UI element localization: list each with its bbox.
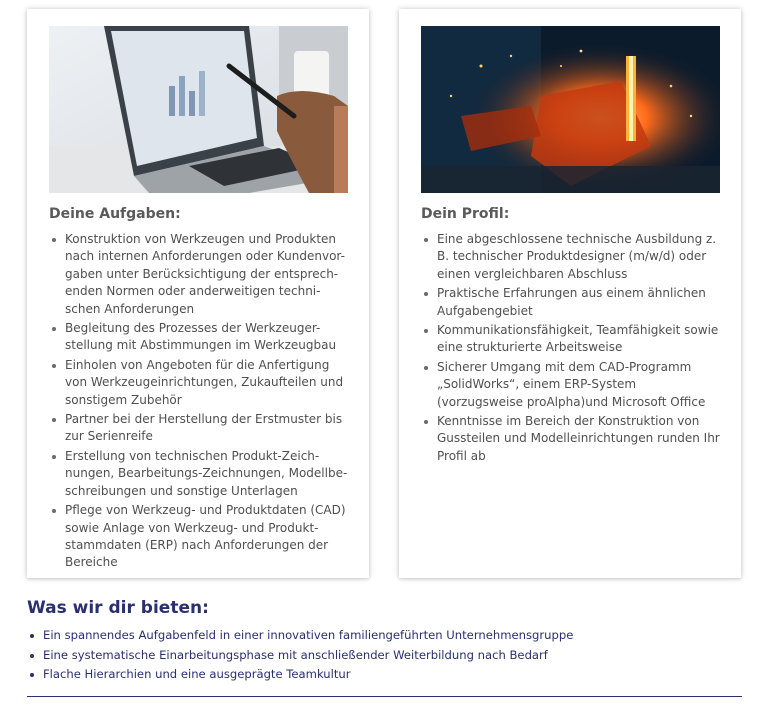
- list-item: Praktische Erfahrungen aus einem ähnlichen Aufgabengebiet: [421, 285, 721, 320]
- offer-list: [27, 626, 573, 685]
- divider: [27, 696, 742, 697]
- list-item: Kenntnisse im Bereich der Konstruktion von Gussteilen und Modelleinrichtungen runden Ihr Profil ab: [421, 413, 721, 465]
- profile-card: [399, 9, 741, 578]
- list-item: Eine systematische Einarbeitungsphase mit anschließender Weiterbildung nach Bedarf: [27, 646, 573, 666]
- offer-title: Was wir dir bieten:: [27, 598, 209, 618]
- tasks-card: [27, 9, 369, 578]
- list-item: Pflege von Werkzeug- und Produktdaten (CAD) sowie Anlage von Werkzeug- und Produkt-stammdaten (ERP) nach Anforderungen der Bereiche: [49, 502, 349, 572]
- list-item: Begleitung des Prozesses der Werkzeuger-stellung mit Abstimmungen im Werkzeugbau: [49, 320, 349, 355]
- tasks-title: Deine Aufgaben:: [49, 206, 181, 222]
- list-item: Konstruktion von Werkzeugen und Produkten nach internen Anforderungen oder Kundenvor-gaben unter Berücksichtigung der entsprech-enden Normen oder anderweitigen techni-schen Anforderungen: [49, 231, 349, 318]
- profile-title: Dein Profil:: [421, 206, 510, 222]
- profile-list: [421, 231, 721, 467]
- list-item: Sicherer Umgang mit dem CAD-Programm „SolidWorks“, einem ERP-System (vorzugsweise proAlpha)und Microsoft Office: [421, 359, 721, 411]
- tasks-list: [49, 231, 349, 574]
- list-item: Kommunikationsfähigkeit, Teamfähigkeit sowie eine strukturierte Arbeitsweise: [421, 322, 721, 357]
- list-item: Flache Hierarchien und eine ausgeprägte Teamkultur: [27, 665, 573, 685]
- list-item: Partner bei der Herstellung der Erstmuster bis zur Serienreife: [49, 411, 349, 446]
- list-item: Erstellung von technischen Produkt-Zeich-nungen, Bearbeitungs-Zeichnungen, Modellbe-schreibungen und sonstige Unterlagen: [49, 448, 349, 500]
- list-item: Eine abgeschlossene technische Ausbildung z. B. technischer Produktdesigner (m/w/d) oder einen vergleichbaren Abschluss: [421, 231, 721, 283]
- list-item: Einholen von Angeboten für die Anfertigung von Werkzeugeinrichtungen, Zukaufteilen und sonstigem Zubehör: [49, 357, 349, 409]
- laptop-photo: [49, 26, 348, 193]
- foundry-photo: [421, 26, 720, 193]
- list-item: Ein spannendes Aufgabenfeld in einer innovativen familiengeführten Unternehmensgruppe: [27, 626, 573, 646]
